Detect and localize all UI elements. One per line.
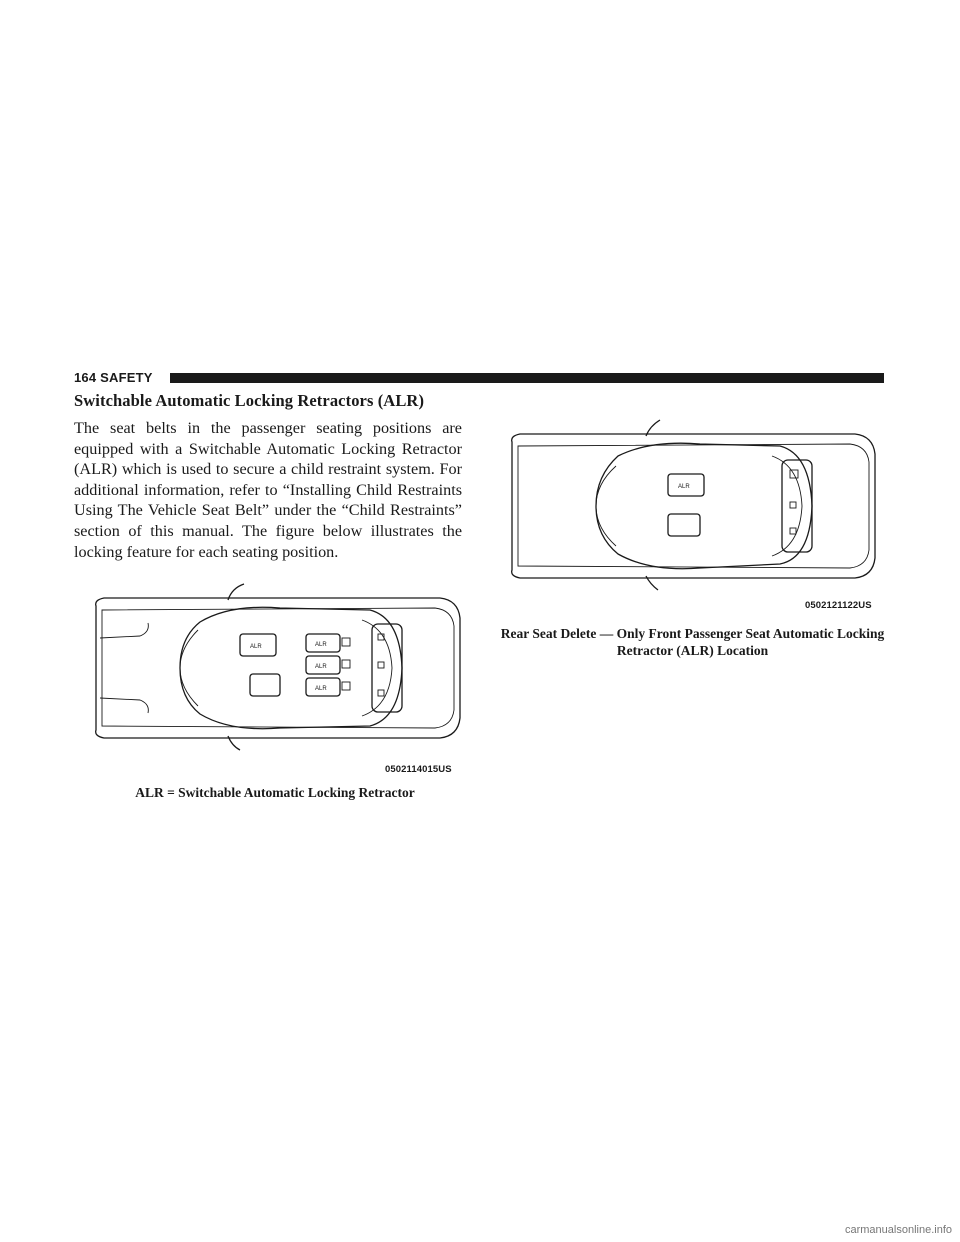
car-cabin [596,443,812,569]
caption-right: Rear Seat Delete — Only Front Passenger Seat Automatic Locking Retractor (ALR) Location [500,626,885,658]
child-seat-icon-3 [342,682,350,690]
car-body-outline [512,434,875,578]
seat-icon-1 [790,502,796,508]
seat-icon-2 [790,528,796,534]
seat-front-right [668,514,700,536]
watermark[interactable]: carmanualsonline.info [844,1224,952,1236]
car-body-outline [96,598,460,738]
windshield-front [362,620,392,716]
figure-code-left: 0502114015US [385,764,452,775]
figure-rear-seat-delete [500,418,885,611]
windshield-front [772,456,802,556]
rear-deck [782,460,812,552]
car-body-inner [518,444,869,568]
alr-label-rear-1: ALR [315,642,327,648]
page-header-label [74,370,153,385]
figure-code-right: 0502121122US [805,600,872,611]
section-title: Switchable Automatic Locking Retractors (ALR) [74,391,425,410]
alr-label-front: ALR [678,484,690,490]
child-seat-icon-2 [342,660,350,668]
child-seat-icon-1 [342,638,350,646]
caption-left: ALR = Switchable Automatic Locking Retractor [135,785,415,800]
car-cabin [180,607,402,728]
hood-crease-2 [100,698,148,713]
seat-icon-3 [378,690,384,696]
header-rule [170,373,884,383]
figure-alr-locations [80,578,470,775]
car-diagram-rear-seat-delete [500,418,885,594]
alr-label-rear-2: ALR [315,664,327,670]
section-name: SAFETY [100,370,153,385]
windshield-rear [180,630,198,706]
windshield-rear [596,466,616,546]
alr-label-front: ALR [250,644,262,650]
body-paragraph: The seat belts in the passenger seating positions are equipped with a Switchable Automatic Locking Retractor (ALR) which is used to secure a child restraint system. For additional information, refer to “Installing Child Restraints Using The Vehicle Seat Belt” under the “Child Restraints” section of this manual. The figure below illustrates the locking feature for each seating position. [74,419,462,561]
page-number: 164 [74,370,97,385]
seat-front-right [250,674,280,696]
hood-crease-1 [100,623,148,638]
seat-icon-2 [378,662,384,668]
page-header [74,371,884,385]
alr-label-rear-3: ALR [315,686,327,692]
car-diagram-full [80,578,470,760]
